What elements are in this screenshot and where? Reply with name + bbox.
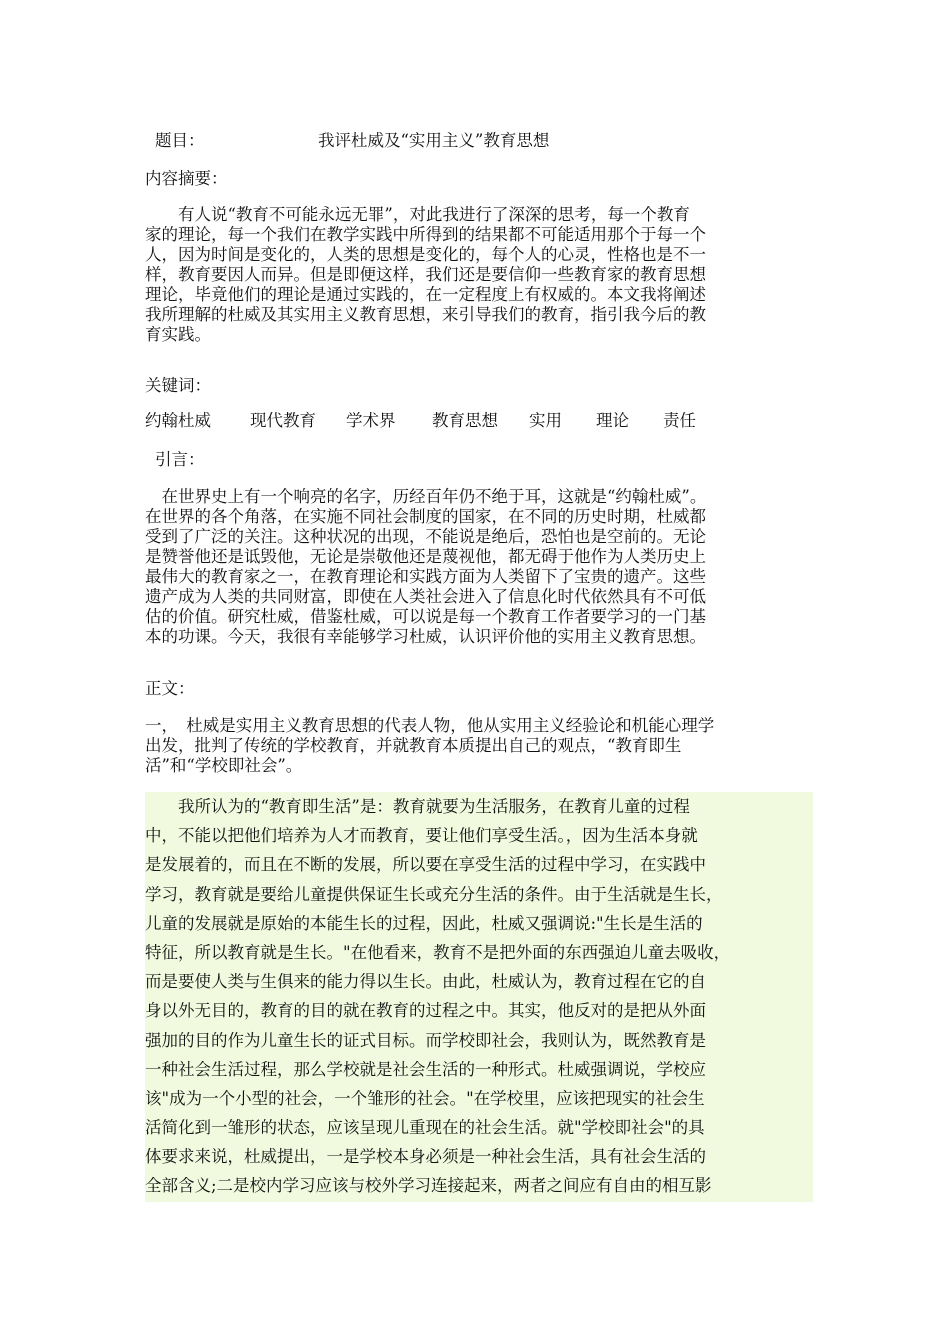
abstract-line: 人，因为时间是变化的，人类的思想是变化的，每个人的心灵，性格也是不一: [145, 245, 706, 264]
highlight-line: 该"成为一个小型的社会，一个雏形的社会。"在学校里，应该把现实的社会生: [145, 1088, 705, 1108]
document-title: 我评杜威及“实用主义”教育思想: [318, 131, 550, 150]
keyword: 学术界: [346, 411, 396, 430]
keyword: 现代教育: [250, 411, 316, 430]
highlight-line: 而是要使人类与生俱来的能力得以生长。由此，杜威认为，教育过程在它的自: [145, 972, 706, 992]
abstract-label: 内容摘要：: [145, 169, 228, 188]
highlighted-paragraph: [145, 792, 813, 1202]
intro-line: 在世界史上有一个响亮的名字，历经百年仍不绝于耳，这就是“约翰杜威”。: [145, 487, 707, 506]
highlight-line: 身以外无目的，教育的目的就在教育的过程之中。其实，他反对的是把从外面: [145, 1001, 706, 1021]
abstract-line: 样，教育要因人而异。但是即便这样，我们还是要信仰一些教育家的教育思想: [145, 265, 706, 284]
keyword: 实用: [529, 411, 562, 430]
highlight-line: 我所认为的“教育即生活”是：教育就要为生活服务，在教育儿童的过程: [145, 797, 690, 816]
highlight-line: 体要求来说，杜威提出，一是学校本身必须是一种社会生活，具有社会生活的: [145, 1147, 706, 1167]
keyword: 理论: [596, 411, 629, 430]
highlight-line: 特征，所以教育就是生长。"在他看来，教育不是把外面的东西强迫儿童去吸收，: [145, 942, 731, 962]
highlight-line: 一种社会生活过程，那么学校就是社会生活的一种形式。杜威强调说，学校应: [145, 1059, 706, 1079]
keyword: 约翰杜威: [145, 411, 211, 430]
abstract-line: 有人说“教育不可能永远无罪”，对此我进行了深深的思考，每一个教育: [145, 205, 690, 224]
intro-line: 估的价值。研究杜威，借鉴杜威，可以说是每一个教育工作者要学习的一门基: [145, 607, 706, 626]
keyword: 责任: [663, 411, 696, 430]
highlight-line: 是发展着的，而且在不断的发展，所以要在享受生活的过程中学习，在实践中: [145, 855, 706, 875]
intro-line: 遗产成为人类的共同财富，即使在人类社会进入了信息化时代依然具有不可低: [145, 587, 706, 606]
highlight-line: 儿童的发展就是原始的本能生长的过程，因此，杜威又强调说:"生长是生活的: [145, 913, 703, 933]
keyword: 教育思想: [432, 411, 498, 430]
intro-paragraph: [145, 487, 813, 647]
abstract-line: 家的理论，每一个我们在教学实践中所得到的结果都不可能适用那个于每一个: [145, 225, 706, 244]
title-label: 题目：: [155, 131, 205, 150]
intro-label: 引言：: [155, 450, 205, 469]
highlight-line: 学习，教育就是要给儿童提供保证生长或充分生活的条件。由于生活就是生长，: [145, 884, 723, 904]
abstract-line: 理论，毕竟他们的理论是通过实践的，在一定程度上有权威的。本文我将阐述: [145, 285, 706, 304]
section-line: 活”和“学校即社会”。: [145, 756, 303, 775]
highlight-line: 全部含义;二是校内学习应该与校外学习连接起来，两者之间应有自由的相互影: [145, 1176, 712, 1196]
abstract-paragraph: [145, 205, 813, 345]
section-line: 一， 杜威是实用主义教育思想的代表人物，他从实用主义经验论和机能心理学: [145, 716, 715, 735]
abstract-line: 我所理解的杜威及其实用主义教育思想，来引导我们的教育，指引我今后的教: [145, 305, 706, 324]
highlight-line: 强加的目的作为儿童生长的证式目标。而学校即社会，我则认为，既然教育是: [145, 1030, 706, 1050]
abstract-line: 育实践。: [145, 325, 211, 344]
intro-line: 最伟大的教育家之一，在教育理论和实践方面为人类留下了宝贵的遗产。这些: [145, 567, 706, 586]
intro-line: 在世界的各个角落，在实施不同社会制度的国家，在不同的历史时期，杜威都: [145, 507, 706, 526]
intro-line: 受到了广泛的关注。这种状况的出现，不能说是绝后，恐怕也是空前的。无论: [145, 527, 706, 546]
intro-line: 是赞誉他还是诋毁他，无论是崇敬他还是蔑视他，都无碍于他作为人类历史上: [145, 547, 706, 566]
highlight-line: 活简化到一雏形的状态，应该呈现儿重现在的社会生活。就"学校即社会"的具: [145, 1118, 705, 1138]
section-one-paragraph: [145, 716, 813, 776]
intro-line: 本的功课。今天，我很有幸能够学习杜威，认识评价他的实用主义教育思想。: [145, 627, 706, 646]
body-label: 正文：: [145, 679, 195, 698]
keywords-label: 关键词：: [145, 376, 211, 395]
section-line: 出发，批判了传统的学校教育，并就教育本质提出自己的观点，“教育即生: [145, 736, 682, 755]
highlight-line: 中，不能以把他们培养为人才而教育，要让他们享受生活。，因为生活本身就: [145, 826, 698, 846]
